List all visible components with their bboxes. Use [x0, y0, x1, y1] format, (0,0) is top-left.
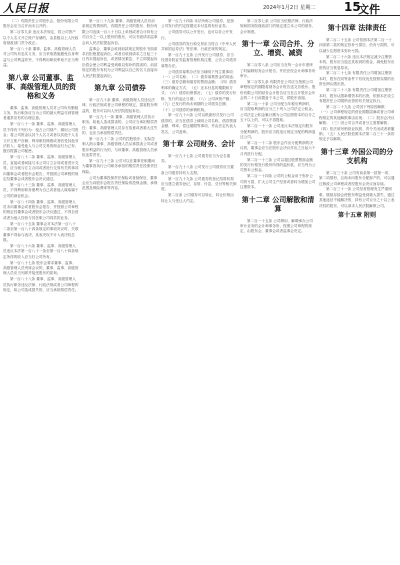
- article-paragraph: 监事会、董事会收到前款规定的股东书面请求后拒绝提起诉讼，或者自收到请求之日起三十日内未提起诉讼，或者情况紧急、不立即提起诉讼将会使公司利益受到难以弥补的损害的，前款规定的股东有权为公司利益以自己的名义直接向人民法院提起诉讼。: [82, 46, 158, 78]
- chapter-heading: 第九章 公司债券: [94, 83, 146, 92]
- article-paragraph: 第一百八十五条 董事会对本法第一百八十二条至第一百八十四条规定的事项决议时，关联董事不得参与表决，其表决权不计入表决权总数。: [3, 221, 79, 242]
- article-paragraph: 公司债券的发行和交易应当符合《中华人民共和国证券法》等法律、行政法规的规定。: [161, 41, 237, 52]
- article-paragraph: 第一百九十二条 公司的控股股东、实际控制人指示董事、高级管理人员从事损害公司或者股东利益的行为的，与该董事、高级管理人员承担连带责任。: [82, 136, 158, 158]
- article-paragraph: 第二百三十条 公司有前条第一款第一项、第二项情形，且尚未向股东分配财产的，可以通过修改公司章程或者经股东会决议而存续。: [319, 170, 395, 186]
- chapter-heading: 第十二章 公司解散和清算: [241, 195, 315, 213]
- text-column-1: [3, 19, 79, 562]
- article-paragraph: 第一百九十八条 公司发行公司债券应当置备公司债券持有人名册。: [161, 165, 234, 175]
- article-paragraph: 第一百九十九条 公司债券的登记结算机构应当建立债券登记、存管、付息、兑付等相关制度。: [161, 176, 237, 192]
- article-paragraph: 第二百一十四条 公司的公积金用于弥补公司的亏损、扩大公司生产经营或者转为增加公司注册资本。: [240, 174, 316, 190]
- article-paragraph: 第一百九十六条 公司以纸面形式发行公司债券的，应当在债券上载明公司名称、债券票面金额、利率、偿还期限等事项，并由法定代表人签名，公司盖章。: [161, 113, 237, 134]
- article-paragraph: 第一百八十四条 董事、监事、高级管理人员未向董事会或者股东会报告，并按照公司章程的规定经董事会或者股东会决议通过，不得自营或者为他人经营与其任职公司同类的业务。: [3, 199, 79, 220]
- article-paragraph: 第一百八十七条 股东会要求董事、监事、高级管理人员列席会议的，董事、监事、高级管理人员应当列席并接受股东的质询。: [3, 260, 79, 276]
- newspaper-logo: 人民日报: [3, 2, 49, 15]
- chapter-heading: 第八章 公司董事、监事、高级管理人员的资格和义务: [6, 73, 76, 100]
- article-paragraph: 第二百二十九条 公司因下列原因解散：（一）公司章程规定的营业期限届满或者公司章程规定的其他解散事由出现；（二）股东会决议解散；（三）因公司合并或者分立需要解散；（四）依法被吊销营业执照、责令关闭或者被撤销；（五）人民法院依照本法第二百三十一条的规定予以解散。: [319, 104, 395, 142]
- chapter-heading: 第十章 公司财务、会计: [162, 140, 236, 149]
- article-paragraph: 第二百三十一条 公司经营管理发生严重困难，继续存续会使股东利益受到重大损失，通过其他途径不能解决的，持有公司百分之十以上表决权的股东，可以请求人民法院解散公司。: [319, 187, 395, 208]
- article-paragraph: 第一百九十五条 公开发行公司债券，应当经国务院证券监督管理机构注册，公告公司债券募集办法。: [161, 52, 237, 68]
- article-paragraph: 第二百二十五条 公司依照本法第二百一十四条第二款的规定弥补亏损后，仍有亏损的，可以减少注册资本弥补亏损。: [319, 38, 395, 53]
- article-paragraph: 第二百二十七条 有限责任公司增加注册资本时，股东在同等条件下有权优先按照实缴的出资比例认缴出资。: [319, 71, 395, 87]
- article-paragraph: 第二百一十一条 公司违反本法规定向股东分配利润的，股东应当将违反规定分配的利润退还公司。: [240, 124, 316, 139]
- chapter-heading: 第十四章 法律责任: [327, 24, 387, 32]
- text-column-4: [240, 19, 316, 562]
- page-number: 15: [344, 0, 361, 14]
- article-paragraph: 第一百九十四条 本法所称公司债券，是指公司发行的约定按期还本付息的有价证券。: [161, 19, 234, 29]
- article-paragraph: 第二百一十五条 公司聘用、解聘承办公司审计业务的会计师事务所，按照公司章程的规定，由股东会、董事会或者监事会决定。: [240, 218, 313, 234]
- article-paragraph: 公司债券募集办法应当载明下列主要事项：（一）公司名称；（二）债券募集资金的用途；（三）债券总额和债券的票面金额；（四）债券利率的确定方式；（五）还本付息的期限和方式；（六）债券担保情况；（七）债券的发行价格、发行的起止日期；（八）公司净资产额；（九）已发行的尚未到期的公司债券总额；（十）公司债券的承销机构。: [161, 69, 237, 112]
- article-paragraph: 第一百八十一条 董事、监事、高级管理人员不得有下列行为：侵占公司财产、挪用公司资金；将公司资金以其个人名义或者以其他个人名义开立账户存储；利用职权贿赂或者收受其他非法收入；接受他人与公司交易的佣金归为己有；擅自披露公司秘密。: [3, 122, 79, 154]
- article-paragraph: 第一百九十三条 公司可以在董事任职期间为董事因执行公司职务承担的赔偿责任投保责任保险。: [82, 158, 158, 174]
- text-column-2: [82, 19, 158, 562]
- article-paragraph: 公司债券可以公开发行，也可以非公开发行。: [161, 30, 233, 40]
- text-column-5: [319, 19, 395, 562]
- article-paragraph: 第一百八十八条 董事、监事、高级管理人员执行职务违反法律、行政法规或者公司章程的规定，给公司造成损失的，应当承担赔偿责任。: [3, 277, 79, 293]
- section-title: 文件: [358, 3, 380, 16]
- chapter-heading: 第十一章 公司合并、分立、增资、减资: [241, 40, 315, 58]
- page-header: [0, 0, 400, 16]
- article-paragraph: 第一百九十七条 公司债券应当为记名债券。: [161, 154, 231, 164]
- article-paragraph: 第二百条 公司债券可以转让，转让价格由转让人与受让人约定。: [161, 193, 234, 203]
- article-paragraph: 第一百九十一条 董事、高级管理人员执行职务，给他人造成损害的，公司应当承担赔偿责任；董事、高级管理人员存在故意或者重大过失的，也应当承担赔偿责任。: [82, 114, 158, 135]
- article-paragraph: 第二百一十二条 股东会作出分配利润的决议的，董事会应当在股东会决议作出之日起六个月内进行分配。: [240, 140, 316, 156]
- text-column-3: [161, 19, 237, 562]
- article-paragraph: 第二百零九条 有限责任公司应当按照公司章程规定的期限将财务会计报告送交各股东。股份有限公司的财务会计报告应当在召开股东会年会的二十日前置备于本公司，供股东查阅。: [240, 79, 316, 101]
- chapter-heading: 第十五章 附则: [337, 212, 377, 220]
- article-paragraph: 第一百八十条 董事、监事、高级管理人员对公司负有忠实义务，应当采取措施避免自身利益与公司利益冲突，不得利用职权牟取不正当利益。: [3, 47, 79, 68]
- article-paragraph: （二）有限责任公司股东会、股份有限公司股东会应当召开而未召开的；: [3, 19, 79, 29]
- article-paragraph: 第二百一十三条 公司以超过股票票面金额的发行价格发行股份所得的溢价款，应当列为公司资本公积金。: [240, 157, 316, 173]
- article-paragraph: 第二百二十六条 违反本法规定减少注册资本的，股东应当退还其收到的资金，减免股东出资的应当恢复原状。: [319, 54, 395, 70]
- article-paragraph: 第二百零八条 公司应当在每一会计年度终了时编制财务会计报告，并依法经会计师事务所审计。: [240, 63, 316, 79]
- article-paragraph: 董事、监事、高级管理人员对公司负有勤勉义务，执行职务应当为公司的最大利益尽到管理者通常应有的合理注意。: [3, 105, 79, 121]
- article-paragraph: 第一百八十九条 董事、高级管理人员有前条规定的情形的，有限责任公司的股东、股份有限公司连续一百八十日以上单独或者合计持有公司百分之一以上股份的股东，可以书面请求监事会向人民法院提起诉讼。: [82, 19, 158, 45]
- article-paragraph: 第二百二十八条 有限责任公司增加注册资本时，股东认缴新增资本的出资，依照本法设立有限责任公司缴纳出资的有关规定执行。: [319, 88, 395, 103]
- article-paragraph: 第二百一十条 公司分配当年税后利润时，应当提取利润的百分之十列入公司法定公积金。公司法定公积金累计额为公司注册资本的百分之五十以上的，可以不再提取。: [240, 102, 316, 123]
- article-paragraph: 第一百八十六条 董事、监事、高级管理人员违反本法第一百八十一条至第一百八十四条规定所得的收入应当归公司所有。: [3, 243, 79, 259]
- article-paragraph: 第二百零九条 违反本法规定，将公司资产以个人名义开立账户存储的，由县级以上人民政府财政部门责令改正。: [3, 30, 79, 46]
- article-paragraph: 第一百九十条 董事、高级管理人员违反法律、行政法规或者公司章程的规定，损害股东利益的，股东可以向人民法院提起诉讼。: [82, 97, 158, 113]
- issue-date: 2024年1月2日 星期二: [263, 5, 316, 11]
- article-paragraph: 第二百零七条 公司应当依照法律、行政法规和国务院财政部门的规定建立本公司的财务、会计制度。: [240, 19, 316, 34]
- article-paragraph: 第一百八十三条 董事、监事、高级管理人员，不得利用职务便利为自己或者他人谋取属于公司的商业机会。: [3, 182, 79, 198]
- article-paragraph: 第一百八十二条 董事、监事、高级管理人员，直接或者间接与本公司订立合同或者进行交易，应当就与订立合同或者进行交易有关的事项向董事会或者股东会报告，并按照公司章程的规定经董事会或者股东会决议通过。: [3, 155, 79, 181]
- article-paragraph: 公司为董事投保责任保险或者续保后，董事会应当向股东会报告责任保险的投保金额、承保范围及保险费率等内容。: [82, 175, 158, 191]
- article-body: [3, 19, 397, 562]
- chapter-heading: 第十三章 外国公司的分支机构: [320, 147, 394, 165]
